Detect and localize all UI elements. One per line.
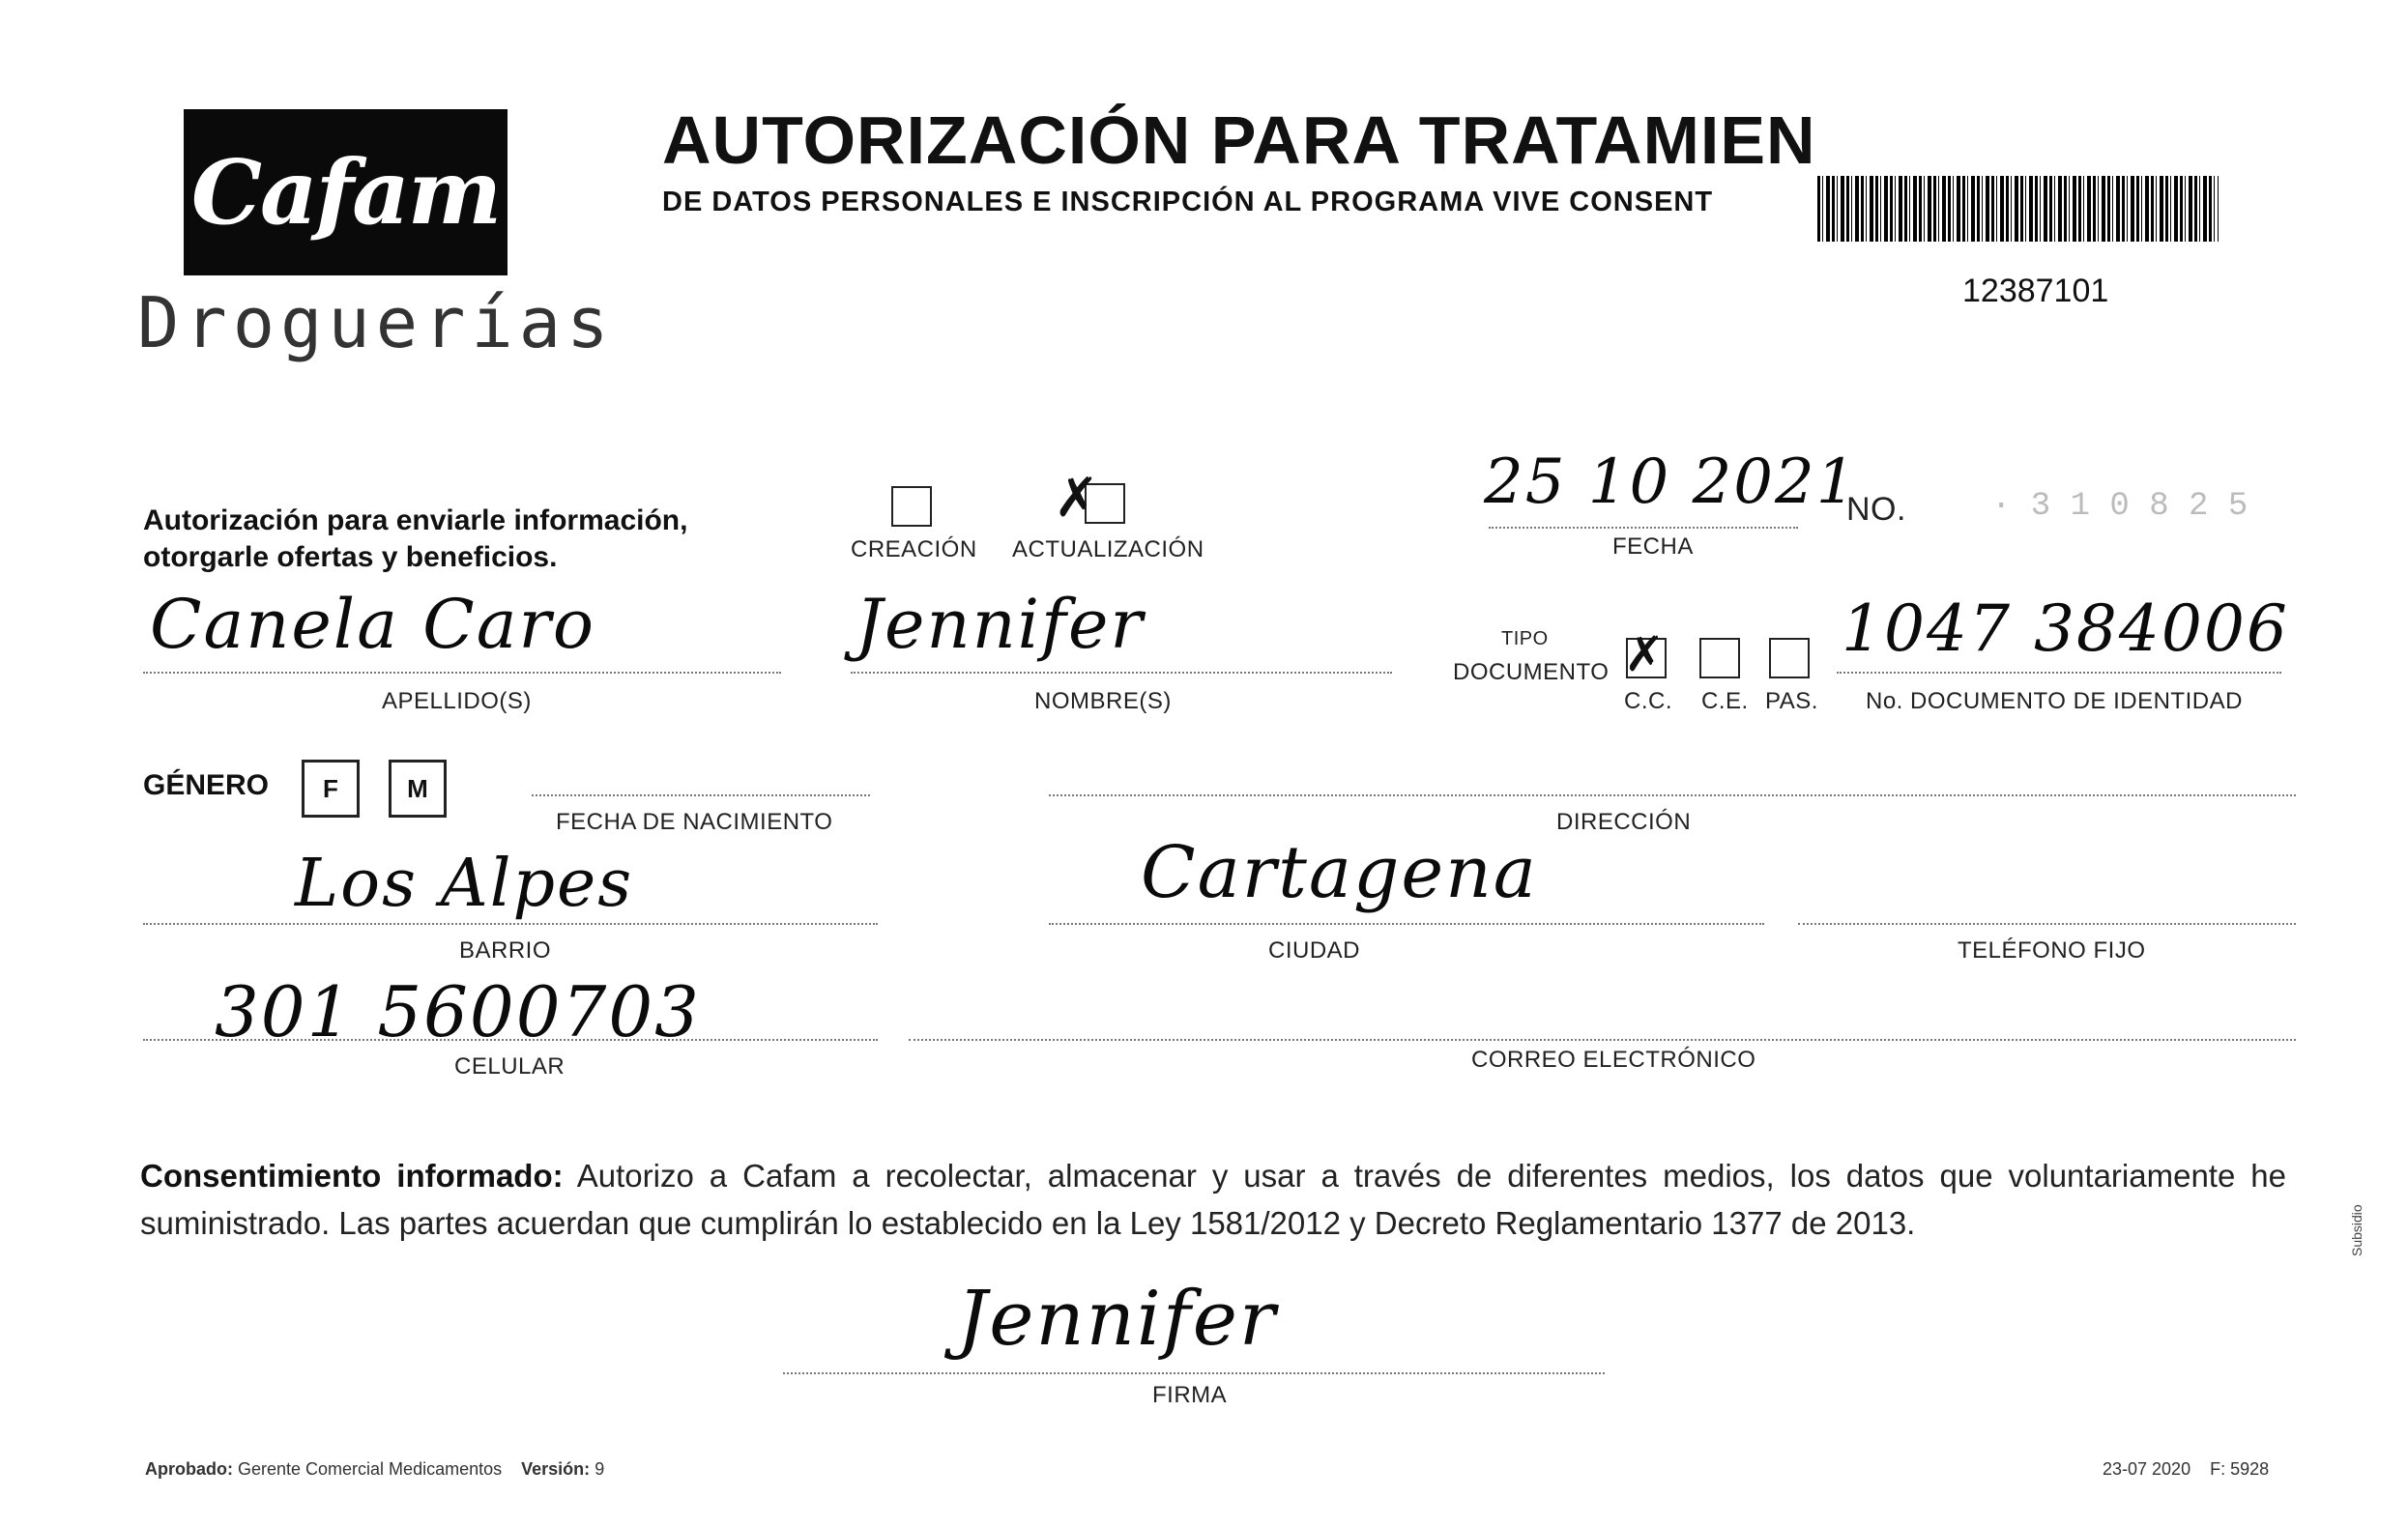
creacion-label: CREACIÓN xyxy=(851,536,977,562)
tipo-label-1: TIPO xyxy=(1501,628,1549,649)
documento-label: No. DOCUMENTO DE IDENTIDAD xyxy=(1866,688,2243,714)
authorization-line-2: otorgarle ofertas y beneficios. xyxy=(143,541,558,573)
apellidos-label: APELLIDO(S) xyxy=(382,688,532,714)
pas-label: PAS. xyxy=(1765,688,1818,714)
approved-value: Gerente Comercial Medicamentos xyxy=(238,1459,503,1479)
fecha-nacimiento-label: FECHA DE NACIMIENTO xyxy=(556,809,833,835)
direccion-label: DIRECCIÓN xyxy=(1556,809,1692,835)
authorization-line-1: Autorización para enviarle información, xyxy=(143,504,688,536)
apellidos-value[interactable]: Canela Caro xyxy=(150,585,596,664)
signature-line xyxy=(783,1372,1605,1374)
version-value: 9 xyxy=(595,1459,605,1479)
cc-label: C.C. xyxy=(1624,688,1672,714)
signature-label: FIRMA xyxy=(1152,1382,1228,1408)
celular-label: CELULAR xyxy=(454,1053,566,1080)
barrio-label: BARRIO xyxy=(459,937,552,964)
documento-line xyxy=(1837,672,2281,674)
date-label: FECHA xyxy=(1612,533,1694,560)
cafam-logo xyxy=(184,109,508,275)
version-label: Versión: xyxy=(521,1459,591,1479)
barcode xyxy=(1817,176,2219,242)
ciudad-label: CIUDAD xyxy=(1268,937,1361,964)
consent-paragraph xyxy=(140,1152,2286,1247)
nombres-line xyxy=(851,672,1392,674)
genero-f-text: F xyxy=(323,773,338,803)
creacion-checkbox[interactable] xyxy=(891,486,932,527)
direccion-line xyxy=(1049,794,2296,796)
genero-m-box[interactable] xyxy=(389,760,447,818)
genero-label: GÉNERO xyxy=(143,769,270,801)
date-value: 25 10 2021 xyxy=(1484,446,1858,518)
brand-subtitle: Droguerías xyxy=(137,282,615,363)
date-line xyxy=(1489,527,1798,529)
telefono-label: TELÉFONO FIJO xyxy=(1958,937,2146,964)
signature-value[interactable]: Jennifer xyxy=(957,1276,1278,1363)
correo-line xyxy=(909,1039,2296,1041)
nombres-label: NOMBRE(S) xyxy=(1034,688,1172,714)
nombres-value[interactable]: Jennifer xyxy=(856,585,1145,664)
telefono-line xyxy=(1798,923,2296,925)
fecha-nacimiento-line xyxy=(532,794,870,796)
footer-form-code: F: 5928 xyxy=(2210,1459,2270,1479)
actualizacion-x-mark: ✗ xyxy=(1054,467,1099,530)
number-value: · 3 1 0 8 2 5 xyxy=(1991,488,2248,525)
apellidos-line xyxy=(143,672,781,674)
side-subsidio-text: Subsidio xyxy=(2349,1204,2364,1256)
celular-value[interactable]: 301 5600703 xyxy=(215,971,701,1052)
consent-heading: Consentimiento informado: xyxy=(140,1158,564,1194)
ciudad-line xyxy=(1049,923,1764,925)
pas-checkbox[interactable] xyxy=(1769,638,1810,678)
form-subtitle: DE DATOS PERSONALES E INSCRIPCIÓN AL PROGRAMA VIVE CONSENT xyxy=(662,187,1714,217)
consent-body: Autorizo a Cafam a recolectar, almacenar y usar a través de diferentes medios, los datos que voluntariamente he suministrado. Las partes acuerdan que cumplirán lo establecido en la Ley 1581/2012 y Decreto Reglamentario 1377 de 2013. xyxy=(140,1158,2286,1241)
documento-value[interactable]: 1047 384006 xyxy=(1842,591,2289,666)
footer-date-code: 23-07 2020 xyxy=(2103,1459,2191,1479)
genero-m-text: M xyxy=(407,773,428,803)
ciudad-value[interactable]: Cartagena xyxy=(1141,831,1538,914)
number-label: NO. xyxy=(1846,491,1906,528)
footer-approved xyxy=(145,1459,604,1480)
ce-checkbox[interactable] xyxy=(1699,638,1740,678)
barrio-line xyxy=(143,923,878,925)
genero-f-box[interactable] xyxy=(302,760,360,818)
barcode-number: 12387101 xyxy=(1962,273,2109,309)
footer-codes xyxy=(2103,1459,2269,1480)
celular-line xyxy=(143,1039,878,1041)
approved-label: Aprobado: xyxy=(145,1459,233,1479)
barrio-value[interactable]: Los Alpes xyxy=(295,846,634,922)
logo-text: Cafam xyxy=(190,140,501,245)
tipo-label-2: DOCUMENTO xyxy=(1453,659,1610,685)
correo-label: CORREO ELECTRÓNICO xyxy=(1471,1047,1756,1073)
cc-x-mark: ✗ xyxy=(1624,626,1665,682)
form-title: AUTORIZACIÓN PARA TRATAMIEN xyxy=(662,102,1816,178)
ce-label: C.E. xyxy=(1701,688,1749,714)
actualizacion-label: ACTUALIZACIÓN xyxy=(1012,536,1204,562)
